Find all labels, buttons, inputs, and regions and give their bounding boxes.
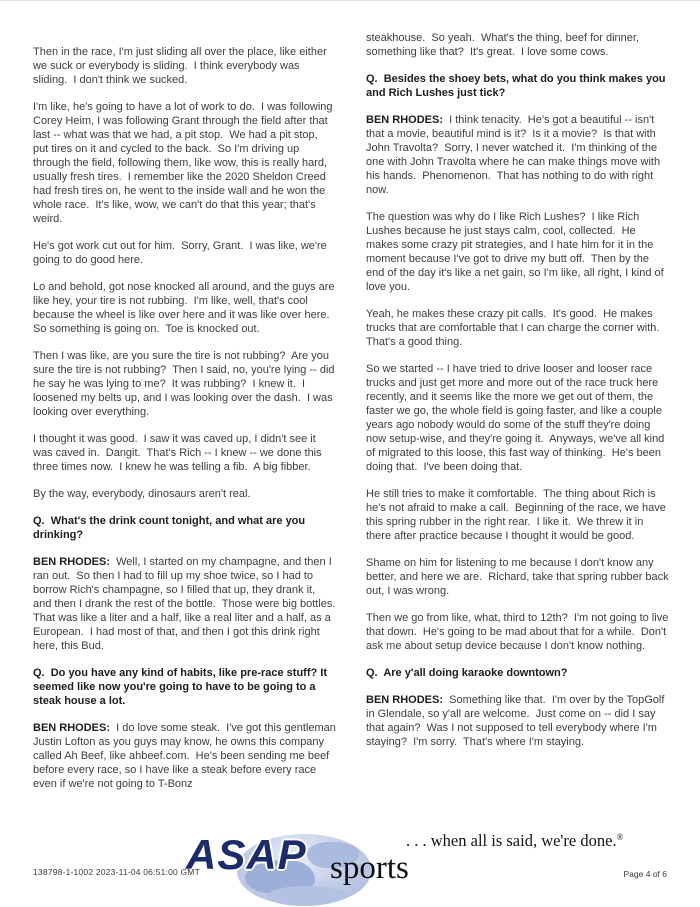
document-id-timestamp: 138798-1-1002 2023-11-04 06:51:00 GMT [33, 867, 200, 877]
paragraph: The question was why do I like Rich Lushes? I like Rich Lushes because he just stays calm, cool, collected. He makes some crazy pit strategies, and I hate him for it in the moment because I've got to drive my butt off. Then by the end of the day it's like a net gain, so I'm like, all right, I kind of love you. [366, 211, 667, 293]
paragraph: By the way, everybody, dinosaurs aren't real. [33, 488, 251, 500]
tagline-text: . . . when all is said, we're done. [406, 831, 617, 850]
answer-text: I do love some steak. I've got this gentleman Justin Lofton as you guys may know, he owns this company called Ah Beef, like ahbeef.com. He's been sending me beef before every race, so I have like a steak before every race even if we're not going to T-Bonz [33, 722, 339, 790]
paragraph: steakhouse. So yeah. What's the thing, beef for dinner, something like that? It's great. I love some cows. [366, 32, 643, 58]
paragraph: I thought it was good. I saw it was caved up, I didn't see it was caved in. Dangit. That's Rich -- I knew -- we done this three times now. I knew he was telling a fib. A big fibber. [33, 433, 325, 473]
answer [33, 721, 339, 791]
paragraph: Then in the race, I'm just sliding all over the place, like either we suck or everybody is sliding. I think everybody was sliding. I don't think we sucked. [33, 46, 330, 86]
question: Q. Do you have any kind of habits, like pre-race stuff? It seemed like now you're going to have to be going to a steak house a lot. [33, 667, 331, 707]
paragraph: Yeah, he makes these crazy pit calls. It's good. He makes trucks that are comfortable that I can charge the corner with. That's a good thing. [366, 308, 666, 348]
paragraph: Lo and behold, got nose knocked all around, and the guys are like hey, your tire is not rubbing. I'm like, well, that's cool because the wheel is like over here and it was like over here. So something is going on. Toe is knocked out. [33, 281, 338, 335]
speaker-name: BEN RHODES: [366, 114, 444, 126]
question: Q. What's the drink count tonight, and what are you drinking? [33, 515, 309, 541]
question: Q. Besides the shoey bets, what do you think makes you and Rich Lushes just tick? [366, 73, 669, 99]
paragraph: Then we go from like, what, third to 12th? I'm not going to live that down. He's going to be mad about that for a while. Don't ask me about setup device because I don't know nothing. [366, 612, 672, 652]
paragraph: He's got work cut out for him. Sorry, Grant. I was like, we're going to do good here. [33, 240, 330, 266]
globe-continent-shape [267, 886, 347, 906]
page-number: Page 4 of 6 [623, 869, 667, 879]
paragraph: Then I was like, are you sure the tire is not rubbing? Are you sure the tire is not rubbing? Then I said, no, you're lying -- did he say he was lying to me? It was rubbing? I knew it. I loosened my belts up, and I was looking over the dash. I was looking over everything. [33, 350, 338, 418]
registered-trademark-mark: ® [616, 832, 624, 842]
paragraph: I'm like, he's going to have a lot of work to do. I was following Corey Heim, I was following Grant through the field after that last -- what was that we had, a pit stop. We had a pit stop, put tires on it and cycled to the back. So I'm driving up through the field, following them, like wow, this is really hard, usually fresh tires. I remember like the 2020 Sheldon Creed had fresh tires on, he went to the inside wall and he won the whole race. It's like, wow, we can't do that this year; that's weird. [33, 101, 336, 225]
asap-sports-logo-sports: sports [330, 850, 409, 886]
answer-text: Something like that. I'm over by the TopGolf in Glendale, so y'all are welcome. Just come on -- did I say that again? Was I not supposed to tell everybody where I'm staying? I'm sorry. That's where I'm staying. [366, 694, 668, 748]
paragraph: He still tries to make it comfortable. The thing about Rich is he's not afraid to make a call. Beginning of the race, we have this spring rubber in the right rear. I like it. We threw it in there after practice because I thought it would be good. [366, 488, 669, 542]
right-column [366, 31, 672, 762]
tagline [406, 831, 623, 851]
answer [366, 113, 669, 197]
paragraph: So we started -- I have tried to drive looser and looser race trucks and just get more and more out of the race truck here recently, and it seems like the more we get out of them, the faster we go, the whole field is going faster, and like a couple years ago nobody would do some of the stuff they're doing now setup-wise, and they're going it. Anyways, we've all kind of migrated to this loose, this fast way of thinking. He's been doing that. I've been doing that. [366, 363, 668, 473]
left-column [33, 45, 342, 804]
answer-text: I think tenacity. He's got a beautiful -- isn't that a movie, beautiful mind is it? Is it a movie? Is that with John Travolta? Sorry, I never watched it. I'm thinking of the one with John Travolta where he can make things move with his hands. Phenomenon. That has nothing to do with right now. [366, 114, 664, 196]
paragraph: Shame on him for listening to me because I don't know any better, and here we are. Richard, take that spring rubber back out, I was wrong. [366, 557, 672, 597]
answer [366, 693, 669, 749]
speaker-name: BEN RHODES: [33, 722, 111, 734]
question: Q. Are y'all doing karaoke downtown? [366, 667, 568, 679]
answer [33, 555, 342, 653]
asap-sports-logo-asap: ASAP [186, 831, 307, 878]
answer-text: Well, I started on my champagne, and then I ran out. So then I had to fill up my shoe twice, so I had to borrow Rich's champagne, so I filled that up, they drank it, and then I drank the rest of the bottle. Those were big bottles. That was like a liter and a half, like a real liter and a half, as a European. I had most of that, and then I got this drink right here, this Bud. [33, 556, 342, 652]
speaker-name: BEN RHODES: [33, 556, 111, 568]
speaker-name: BEN RHODES: [366, 694, 444, 706]
